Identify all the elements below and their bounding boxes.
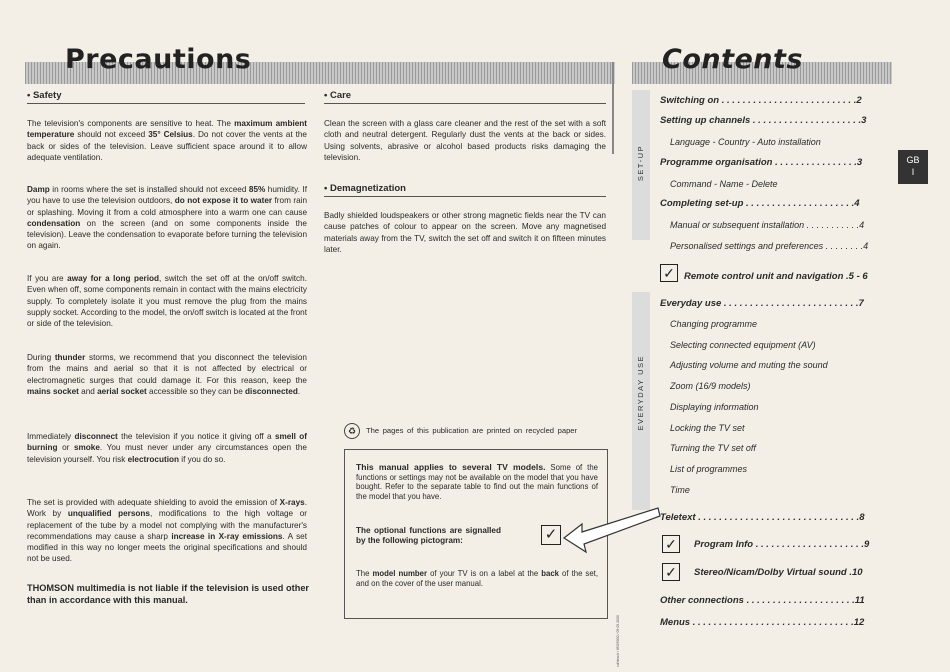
- toc-changing-programme: Changing programme: [670, 319, 758, 329]
- toc-other-connections: Other connections . . . . . . . . . . . . . . . . . . . . .11: [660, 595, 865, 606]
- toc-time: Time: [670, 485, 690, 495]
- precautions-title: Precautions: [65, 44, 252, 75]
- toc-locking: Locking the TV set: [670, 423, 745, 433]
- toc-list-of-programmes: List of programmes: [670, 464, 748, 474]
- pointer-arrow: [562, 506, 662, 556]
- recycle-icon: ♻: [344, 423, 360, 439]
- remote-check-icon: ✓: [660, 264, 678, 282]
- info-box-para-1: This manual applies to several TV models. Some of the functions or settings may not be available on the model that you have bought. Refer to the separate table to find out the main functions of the model that you have.: [356, 462, 598, 501]
- language-tab-gb: GB: [906, 155, 920, 165]
- setup-sidebar-label: SET-UP: [636, 145, 645, 182]
- safety-para-1: The television's components are sensitive to heat. The maximum ambient temperature should not exceed 35° Celsius. Do not cover the vents at the back or sides of the television. Leave sufficient space around it to allow adequate ventilation.: [27, 119, 307, 162]
- safety-para-3: If you are away for a long period, switch the set off at the on/off switch. Even when off, some components remain in contact with the mains electricity supply. To completely isolate it you must remove the plug from the mains supply socket. According to the model, the on/off switch is located at the front or side of the television.: [27, 274, 307, 329]
- toc-setting-up-channels: Setting up channels . . . . . . . . . . . . . . . . . . . . .3: [660, 115, 867, 126]
- language-tab: [898, 150, 928, 184]
- demag-rule: [324, 196, 606, 197]
- precautions-column-divider: [612, 62, 614, 154]
- toc-switching-on: Switching on . . . . . . . . . . . . . . . . . . . . . . . . . .2: [660, 95, 862, 106]
- toc-teletext: Teletext . . . . . . . . . . . . . . . . . . . . . . . . . . . . . . .8: [660, 512, 865, 523]
- safety-para-4: During thunder storms, we recommend that you disconnect the television from the mains and aerial so that it is not affected by electrical or electromagnetic surges that could damage it. For this reason, keep the mains socket and aerial socket accessible so they can be disconnected.: [27, 353, 307, 396]
- recycled-paper-note: The pages of this publication are printed on recycled paper: [366, 426, 578, 435]
- pictogram-check-icon: ✓: [541, 525, 561, 545]
- liability-note: THOMSON multimedia is not liable if the television is used other than in accordance with this manual.: [27, 583, 309, 605]
- program-info-check-icon: ✓: [662, 535, 680, 553]
- safety-para-5: Immediately disconnect the television if you notice it giving off a smell of burning or smoke. You must never under any circumstances open the television yourself. You risk electrocution if you do so.: [27, 432, 307, 464]
- toc-adjusting-volume: Adjusting volume and muting the sound: [670, 360, 828, 370]
- toc-language-country: Language - Country - Auto installation: [670, 137, 821, 147]
- care-heading: • Care: [324, 90, 352, 101]
- toc-command-name-delete: Command - Name - Delete: [670, 179, 778, 189]
- toc-program-info: Program Info . . . . . . . . . . . . . . . . . . . . .9: [694, 539, 870, 550]
- toc-selecting-equipment: Selecting connected equipment (AV): [670, 340, 816, 350]
- toc-turning-off: Turning the TV set off: [670, 443, 756, 453]
- toc-menus: Menus . . . . . . . . . . . . . . . . . . . . . . . . . . . . . . .12: [660, 617, 865, 628]
- print-code: cd/rlesch / 853/9000 / 09.05.2000: [616, 615, 620, 667]
- safety-heading: • Safety: [27, 90, 62, 101]
- toc-everyday-use: Everyday use . . . . . . . . . . . . . . . . . . . . . . . . . .7: [660, 298, 864, 309]
- toc-manual-installation: Manual or subsequent installation . . . . . . . . . . .4: [670, 220, 865, 230]
- safety-rule: [27, 103, 305, 104]
- info-box-para-2: The optional functions are signalled by the following pictogram:: [356, 526, 501, 545]
- toc-zoom: Zoom (16/9 models): [670, 381, 751, 391]
- stereo-check-icon: ✓: [662, 563, 680, 581]
- care-para: Clean the screen with a glass care cleaner and the rest of the set with a soft cloth and neutral detergent. Regularly dust the vents at the back or sides. Using solvents, abrasive or alcohol based products risks damaging the television.: [324, 119, 606, 162]
- toc-programme-organisation: Programme organisation . . . . . . . . . . . . . . . .3: [660, 157, 863, 168]
- care-rule: [324, 103, 606, 104]
- contents-title: Contents: [662, 44, 804, 75]
- language-tab-i: I: [911, 167, 915, 177]
- demag-para: Badly shielded loudspeakers or other strong magnetic fields near the TV can cause patches of colour to appear on the screen. Move any magnetised materials away from the TV, switch the set off and switch it on fifteen minutes later.: [324, 211, 606, 254]
- toc-remote-control: Remote control unit and navigation .5 - 6: [684, 271, 868, 282]
- toc-completing-setup: Completing set-up . . . . . . . . . . . . . . . . . . . . .4: [660, 198, 860, 209]
- demag-heading: • Demagnetization: [324, 183, 406, 194]
- toc-displaying-information: Displaying information: [670, 402, 759, 412]
- everyday-sidebar-label: EVERYDAY USE: [636, 355, 645, 431]
- toc-stereo-sound: Stereo/Nicam/Dolby Virtual sound .10: [694, 567, 863, 578]
- toc-personalised-settings: Personalised settings and preferences . . . . . . . .4: [670, 241, 869, 251]
- info-box-para-3: The model number of your TV is on a label at the back of the set, and on the cover of the user manual.: [356, 569, 598, 588]
- safety-para-6: The set is provided with adequate shielding to avoid the emission of X-rays. Work by unqualified persons, modifications to the high voltage or replacement of the tube by a model not complying with the manufacturer's recommendations may cause a sharp increase in X-ray emissions. A set modified in this way no longer meets the original specifications and should not be used.: [27, 498, 307, 564]
- safety-para-2: Damp in rooms where the set is installed should not exceed 85% humidity. If you have to use the television outdoors, do not expose it to water from rain or splashing. Moving it from a cold atmosphere into a warm one can cause condensation on the screen (and on some components inside the television). Leave the condensation to evaporate before turning the television on again.: [27, 185, 307, 251]
